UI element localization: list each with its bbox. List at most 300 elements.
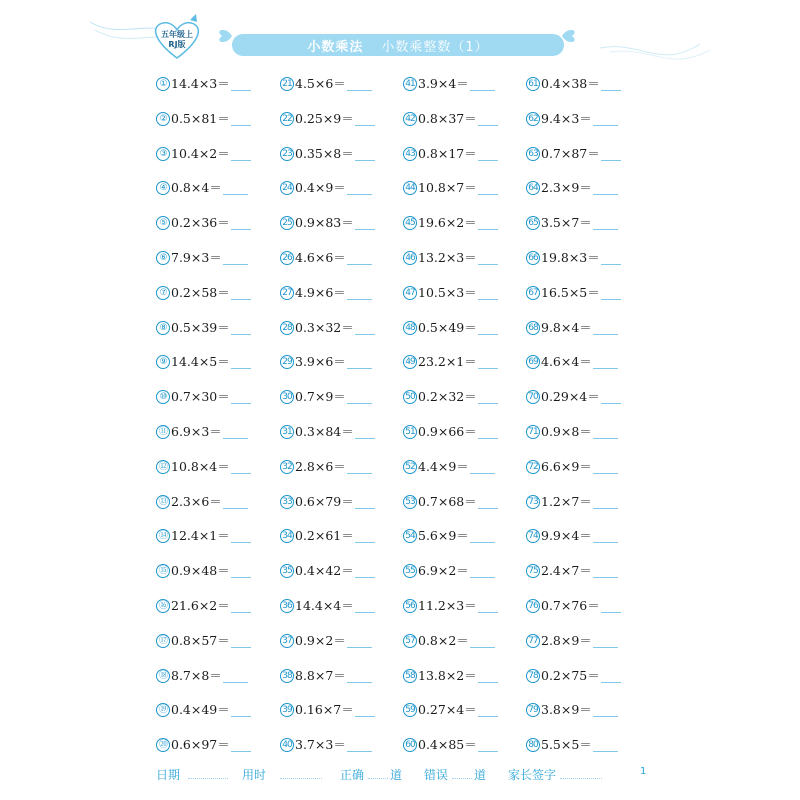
- problem-item: [280, 457, 405, 477]
- problem-expression: 14.4×4＝: [295, 598, 354, 613]
- problem-expression: 9.9×4＝: [541, 528, 592, 544]
- problem-item: [156, 387, 281, 407]
- answer-line[interactable]: [223, 438, 248, 439]
- problem-expression: 0.29×4＝: [541, 389, 600, 405]
- problem-item: [280, 422, 405, 442]
- problem-number: ②: [156, 112, 170, 126]
- problem-number: ⑦: [156, 286, 170, 300]
- problem-item: [280, 248, 405, 268]
- problem-number: ⑪: [156, 425, 170, 439]
- problem-item: [280, 387, 405, 407]
- problem-expression: 3.9×4＝: [418, 76, 469, 91]
- problem-item: [526, 492, 651, 512]
- problem-number: 64: [526, 181, 540, 195]
- problem-number: 71: [526, 425, 540, 439]
- problem-number: 61: [526, 77, 540, 91]
- problem-item: [526, 422, 651, 442]
- answer-line[interactable]: [593, 194, 618, 195]
- answer-line[interactable]: [601, 299, 621, 300]
- answer-line[interactable]: [231, 716, 251, 717]
- problem-expression: 0.2×61＝: [295, 528, 354, 544]
- answer-line[interactable]: [593, 716, 618, 717]
- problem-expression: 23.2×1＝: [418, 354, 477, 370]
- problem-expression: 4.4×9＝: [418, 458, 469, 474]
- problem-number: 38: [280, 669, 294, 683]
- problem-number: 41: [403, 77, 417, 91]
- problem-number: 42: [403, 112, 417, 126]
- problem-item: [280, 283, 405, 303]
- problem-number: 76: [526, 599, 540, 613]
- answer-line[interactable]: [231, 647, 251, 648]
- answer-line[interactable]: [347, 751, 372, 752]
- problem-number: 24: [280, 181, 294, 195]
- problem-item: [156, 596, 281, 616]
- wrong-label: 错误: [424, 768, 449, 782]
- problem-number: ⑲: [156, 703, 170, 717]
- problem-expression: 13.8×2＝: [418, 667, 477, 683]
- problem-expression: 8.8×7＝: [295, 667, 346, 683]
- answer-line[interactable]: [478, 334, 498, 335]
- answer-line[interactable]: [478, 194, 498, 195]
- answer-line[interactable]: [355, 542, 375, 543]
- answer-line[interactable]: [478, 368, 498, 369]
- answer-line[interactable]: [593, 473, 618, 474]
- answer-line[interactable]: [355, 334, 375, 335]
- problem-number: 29: [280, 355, 294, 369]
- page-number: 1: [640, 766, 647, 777]
- problem-item: [403, 561, 528, 581]
- answer-line[interactable]: [470, 473, 495, 474]
- problem-number: ⑤: [156, 216, 170, 230]
- answer-line[interactable]: [593, 577, 618, 578]
- problem-number: 35: [280, 564, 294, 578]
- problem-number: 23: [280, 147, 294, 161]
- problem-expression: 1.2×7＝: [541, 493, 592, 509]
- problem-expression: 0.35×8＝: [295, 145, 354, 161]
- answer-line[interactable]: [478, 299, 498, 300]
- problem-item: [403, 666, 528, 686]
- answer-line[interactable]: [223, 508, 248, 509]
- problem-number: ⑮: [156, 564, 170, 578]
- page-title: 小数乘法: [307, 39, 364, 55]
- answer-line[interactable]: [231, 473, 251, 474]
- answer-line[interactable]: [601, 682, 621, 683]
- problem-item: [280, 666, 405, 686]
- answer-line[interactable]: [478, 612, 498, 613]
- problem-item: [156, 492, 281, 512]
- answer-line[interactable]: [478, 125, 498, 126]
- problem-item: [156, 526, 281, 546]
- problem-item: [156, 352, 281, 372]
- problem-item: [156, 144, 281, 164]
- answer-line[interactable]: [347, 264, 372, 265]
- problem-item: [280, 631, 405, 651]
- answer-line[interactable]: [601, 264, 621, 265]
- problem-number: 48: [403, 321, 417, 335]
- answer-line[interactable]: [593, 508, 618, 509]
- problem-number: 65: [526, 216, 540, 230]
- problem-number: 26: [280, 251, 294, 265]
- answer-line[interactable]: [478, 751, 498, 752]
- answer-line[interactable]: [355, 612, 375, 613]
- problem-expression: 6.6×9＝: [541, 458, 592, 474]
- problem-item: [403, 735, 528, 755]
- answer-line[interactable]: [347, 403, 372, 404]
- title-banner: [232, 34, 564, 56]
- answer-line[interactable]: [231, 542, 251, 543]
- problem-expression: 13.2×3＝: [418, 250, 477, 265]
- answer-line[interactable]: [231, 403, 251, 404]
- answer-line[interactable]: [231, 368, 251, 369]
- problem-expression: 5.5×5＝: [541, 737, 592, 753]
- problem-expression: 0.7×76＝: [541, 598, 600, 613]
- problem-item: [280, 352, 405, 372]
- answer-line[interactable]: [347, 682, 372, 683]
- answer-line[interactable]: [355, 577, 375, 578]
- problem-number: 79: [526, 703, 540, 717]
- problem-number: 62: [526, 112, 540, 126]
- problem-item: [403, 492, 528, 512]
- wrong-unit: 道: [474, 768, 487, 782]
- answer-line[interactable]: [223, 682, 248, 683]
- problem-item: [156, 735, 281, 755]
- problem-item: [156, 318, 281, 338]
- problem-item: [403, 526, 528, 546]
- problem-expression: 0.8×57＝: [171, 632, 230, 648]
- problem-item: [526, 526, 651, 546]
- problem-number: 53: [403, 495, 417, 509]
- wrong-field[interactable]: [452, 778, 472, 779]
- problem-item: [156, 283, 281, 303]
- problem-number: 70: [526, 390, 540, 404]
- date-label: 日期: [156, 768, 181, 782]
- problem-item: [403, 387, 528, 407]
- problem-number: ④: [156, 181, 170, 195]
- problem-item: [403, 248, 528, 268]
- answer-line[interactable]: [355, 229, 375, 230]
- answer-line[interactable]: [231, 229, 251, 230]
- problem-expression: 10.8×7＝: [418, 180, 477, 196]
- time-label: 用时: [242, 768, 267, 782]
- problem-number: ⑥: [156, 251, 170, 265]
- problem-item: [526, 178, 651, 198]
- problem-number: 73: [526, 495, 540, 509]
- problem-expression: 0.4×42＝: [295, 563, 354, 579]
- problem-item: [526, 352, 651, 372]
- problem-item: [526, 457, 651, 477]
- problem-item: [403, 457, 528, 477]
- answer-line[interactable]: [601, 403, 621, 404]
- problem-item: [156, 666, 281, 686]
- problem-number: 36: [280, 599, 294, 613]
- problem-number: ①: [156, 77, 170, 91]
- problem-item: [526, 318, 651, 338]
- problem-expression: 3.5×7＝: [541, 215, 592, 231]
- problem-item: [403, 318, 528, 338]
- problem-number: ⑫: [156, 460, 170, 474]
- problem-item: [156, 213, 281, 233]
- problem-item: [403, 178, 528, 198]
- answer-line[interactable]: [355, 508, 375, 509]
- answer-line[interactable]: [470, 577, 495, 578]
- answer-line[interactable]: [478, 682, 498, 683]
- answer-line[interactable]: [593, 229, 618, 230]
- answer-line[interactable]: [601, 160, 621, 161]
- problem-item: [280, 74, 405, 94]
- answer-line[interactable]: [231, 125, 251, 126]
- problem-item: [403, 596, 528, 616]
- problem-expression: 0.8×4＝: [171, 180, 222, 196]
- problem-number: 57: [403, 634, 417, 648]
- problem-expression: 0.7×30＝: [171, 389, 230, 405]
- answer-line[interactable]: [355, 160, 375, 161]
- problem-item: [403, 352, 528, 372]
- correct-label: 正确: [340, 768, 365, 782]
- problem-expression: 4.9×6＝: [295, 284, 346, 300]
- problem-item: [156, 109, 281, 129]
- answer-line[interactable]: [355, 716, 375, 717]
- answer-line[interactable]: [231, 751, 251, 752]
- problem-expression: 0.5×81＝: [171, 110, 230, 126]
- problem-number: 72: [526, 460, 540, 474]
- problem-number: 43: [403, 147, 417, 161]
- answer-line[interactable]: [593, 751, 618, 752]
- problem-number: 28: [280, 321, 294, 335]
- problem-expression: 12.4×1＝: [171, 528, 230, 544]
- problem-number: ⑱: [156, 669, 170, 683]
- problem-number: 56: [403, 599, 417, 613]
- problem-item: [526, 735, 651, 755]
- answer-line[interactable]: [593, 334, 618, 335]
- answer-line[interactable]: [478, 403, 498, 404]
- problem-item: [156, 700, 281, 720]
- problem-item: [403, 109, 528, 129]
- problem-expression: 0.4×49＝: [171, 702, 230, 718]
- problem-item: [526, 283, 651, 303]
- problem-item: [526, 248, 651, 268]
- problem-number: 21: [280, 77, 294, 91]
- problem-number: 69: [526, 355, 540, 369]
- answer-line[interactable]: [347, 647, 372, 648]
- answer-line[interactable]: [478, 716, 498, 717]
- problem-expression: 0.2×75＝: [541, 667, 600, 683]
- answer-line[interactable]: [231, 299, 251, 300]
- answer-line[interactable]: [593, 542, 618, 543]
- problem-expression: 0.8×37＝: [418, 110, 477, 126]
- problem-number: 33: [280, 495, 294, 509]
- problem-item: [156, 74, 281, 94]
- problem-item: [280, 144, 405, 164]
- problem-item: [156, 457, 281, 477]
- problem-item: [526, 109, 651, 129]
- problem-expression: 0.25×9＝: [295, 110, 354, 126]
- answer-line[interactable]: [347, 368, 372, 369]
- problem-number: 67: [526, 286, 540, 300]
- answer-line[interactable]: [347, 90, 372, 91]
- answer-line[interactable]: [470, 90, 495, 91]
- problem-number: ⑰: [156, 634, 170, 648]
- problem-expression: 2.3×9＝: [541, 180, 592, 196]
- correct-unit: 道: [390, 768, 403, 782]
- problem-expression: 2.8×9＝: [541, 632, 592, 648]
- problem-expression: 4.6×4＝: [541, 354, 592, 370]
- answer-line[interactable]: [231, 160, 251, 161]
- problem-number: 47: [403, 286, 417, 300]
- answer-line[interactable]: [470, 647, 495, 648]
- problem-number: 30: [280, 390, 294, 404]
- answer-line[interactable]: [347, 194, 372, 195]
- problem-number: 78: [526, 669, 540, 683]
- problem-expression: 0.5×39＝: [171, 319, 230, 335]
- correct-field[interactable]: [368, 778, 388, 779]
- problem-item: [526, 561, 651, 581]
- answer-line[interactable]: [593, 368, 618, 369]
- problem-item: [156, 248, 281, 268]
- problem-expression: 16.5×5＝: [541, 284, 600, 300]
- parent-signature-field[interactable]: [560, 778, 602, 779]
- problem-item: [156, 631, 281, 651]
- problem-expression: 0.9×48＝: [171, 563, 230, 579]
- problem-expression: 0.6×79＝: [295, 493, 354, 509]
- problem-expression: 5.6×9＝: [418, 528, 469, 544]
- problem-number: 75: [526, 564, 540, 578]
- problem-expression: 10.5×3＝: [418, 284, 477, 300]
- problem-number: 45: [403, 216, 417, 230]
- problem-number: ⑧: [156, 321, 170, 335]
- problem-expression: 6.9×3＝: [171, 424, 222, 439]
- answer-line[interactable]: [355, 125, 375, 126]
- problem-item: [526, 387, 651, 407]
- problem-expression: 0.2×36＝: [171, 215, 230, 231]
- answer-line[interactable]: [478, 264, 498, 265]
- problem-number: 68: [526, 321, 540, 335]
- grade-badge-line1: 五年级上: [161, 30, 193, 39]
- problem-number: 74: [526, 529, 540, 543]
- answer-line[interactable]: [478, 229, 498, 230]
- problem-number: 40: [280, 738, 294, 752]
- problem-item: [280, 596, 405, 616]
- problem-item: [526, 666, 651, 686]
- problem-expression: 0.8×2＝: [418, 632, 469, 648]
- answer-line[interactable]: [231, 334, 251, 335]
- problem-number: ⑬: [156, 495, 170, 509]
- problem-number: ⑯: [156, 599, 170, 613]
- problem-number: 60: [403, 738, 417, 752]
- answer-line[interactable]: [478, 508, 498, 509]
- answer-line[interactable]: [593, 438, 618, 439]
- problem-number: 49: [403, 355, 417, 369]
- problem-expression: 7.9×3＝: [171, 250, 222, 265]
- problem-item: [280, 700, 405, 720]
- problem-item: [156, 422, 281, 442]
- page-subtitle: 小数乘整数（1）: [381, 39, 489, 55]
- problem-expression: 3.7×3＝: [295, 737, 346, 753]
- problem-expression: 0.5×49＝: [418, 319, 477, 335]
- answer-line[interactable]: [478, 438, 498, 439]
- problem-number: 55: [403, 564, 417, 578]
- problem-item: [280, 178, 405, 198]
- problem-item: [526, 144, 651, 164]
- problem-expression: 19.8×3＝: [541, 250, 600, 265]
- problem-item: [280, 561, 405, 581]
- answer-line[interactable]: [231, 90, 251, 91]
- problem-item: [403, 144, 528, 164]
- problem-number: 34: [280, 529, 294, 543]
- problem-expression: 0.7×68＝: [418, 493, 477, 509]
- problem-item: [403, 631, 528, 651]
- problem-number: ⑨: [156, 355, 170, 369]
- answer-line[interactable]: [478, 160, 498, 161]
- answer-line[interactable]: [601, 612, 621, 613]
- answer-line[interactable]: [355, 438, 375, 439]
- answer-line[interactable]: [231, 577, 251, 578]
- problem-item: [403, 283, 528, 303]
- problem-expression: 4.5×6＝: [295, 76, 346, 91]
- problem-item: [280, 526, 405, 546]
- problem-expression: 10.4×2＝: [171, 145, 230, 161]
- date-field[interactable]: [188, 778, 228, 779]
- answer-line[interactable]: [347, 299, 372, 300]
- problem-item: [280, 318, 405, 338]
- problem-expression: 0.9×66＝: [418, 424, 477, 439]
- answer-line[interactable]: [347, 473, 372, 474]
- problem-number: 63: [526, 147, 540, 161]
- grade-badge: [156, 30, 198, 50]
- problem-expression: 0.2×58＝: [171, 284, 230, 300]
- time-field[interactable]: [280, 778, 322, 779]
- problem-expression: 21.6×2＝: [171, 598, 230, 613]
- problem-number: ⑭: [156, 529, 170, 543]
- answer-line[interactable]: [593, 125, 618, 126]
- answer-line[interactable]: [231, 612, 251, 613]
- parent-signature-label: 家长签字: [508, 768, 557, 782]
- problem-number: 66: [526, 251, 540, 265]
- problem-number: 22: [280, 112, 294, 126]
- problem-item: [526, 74, 651, 94]
- problem-item: [403, 213, 528, 233]
- answer-line[interactable]: [223, 264, 248, 265]
- problem-number: 58: [403, 669, 417, 683]
- answer-line[interactable]: [470, 542, 495, 543]
- problem-number: 80: [526, 738, 540, 752]
- problem-number: 37: [280, 634, 294, 648]
- problem-expression: 0.8×17＝: [418, 145, 477, 161]
- problem-item: [280, 213, 405, 233]
- problem-number: 52: [403, 460, 417, 474]
- problem-expression: 0.27×4＝: [418, 702, 477, 718]
- problem-number: 44: [403, 181, 417, 195]
- problem-expression: 19.6×2＝: [418, 215, 477, 231]
- problem-expression: 10.8×4＝: [171, 458, 230, 474]
- answer-line[interactable]: [593, 647, 618, 648]
- problem-expression: 2.8×6＝: [295, 458, 346, 474]
- problem-item: [280, 735, 405, 755]
- answer-line[interactable]: [223, 194, 248, 195]
- problem-number: ⑳: [156, 738, 170, 752]
- problem-item: [403, 74, 528, 94]
- problem-expression: 0.4×85＝: [418, 737, 477, 753]
- problem-expression: 0.9×83＝: [295, 215, 354, 231]
- answer-line[interactable]: [601, 90, 621, 91]
- problem-number: 31: [280, 425, 294, 439]
- problem-number: 32: [280, 460, 294, 474]
- problem-expression: 0.16×7＝: [295, 702, 354, 718]
- problem-expression: 0.4×9＝: [295, 180, 346, 196]
- problem-expression: 0.6×97＝: [171, 737, 230, 753]
- wing-icon: [190, 14, 197, 22]
- problem-expression: 14.4×3＝: [171, 76, 230, 91]
- problem-number: 27: [280, 286, 294, 300]
